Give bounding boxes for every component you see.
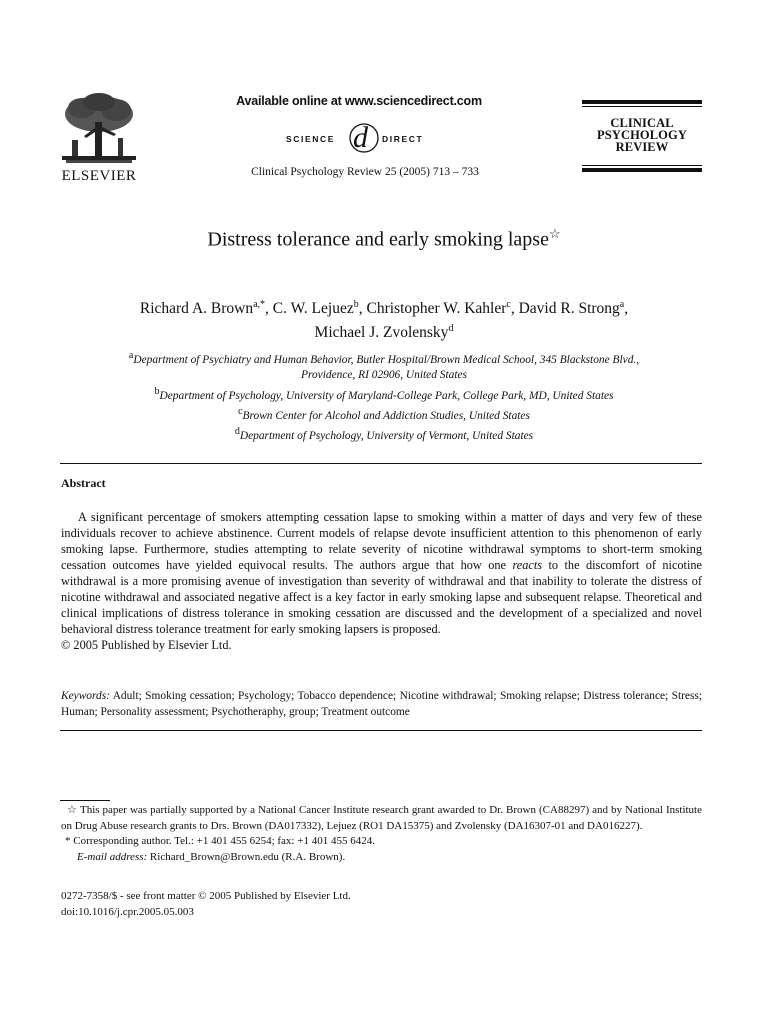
footnote-star-icon: ☆ xyxy=(67,804,78,816)
available-online-text: Available online at www.sciencedirect.com xyxy=(236,94,482,108)
abstract-text-part: A significant percentage of smokers attempting cessation lapse to smoking within a matter of days and very few of these individuals recover to achieve abstinence. Current models of relapse devote insufficient attention to this phenomenon of early smoking lapse. Furthermore, studies attempting to relate severity of nicotine withdrawal symptoms to short-term smoking cessation outcomes have yielded equivocal results. The authors argue that how one xyxy=(61,510,702,572)
abstract-body xyxy=(61,509,702,653)
author-name[interactable]: David R. Strong xyxy=(518,300,620,318)
affiliation-line xyxy=(40,404,728,424)
author-affiliation-mark: a,* xyxy=(253,299,266,310)
journal-logo-line: CLINICAL xyxy=(610,116,674,130)
author-separator: , xyxy=(510,300,519,318)
affiliation-line xyxy=(40,368,728,384)
abstract-top-rule xyxy=(60,463,702,464)
author-separator: , xyxy=(265,300,273,318)
publisher-name: ELSEVIER xyxy=(61,168,137,184)
journal-logo xyxy=(582,100,702,172)
keywords xyxy=(61,688,702,720)
journal-logo-bottom-rule-thin xyxy=(582,165,702,166)
author-line xyxy=(40,295,728,319)
author-list xyxy=(40,295,728,343)
author-line xyxy=(40,319,728,343)
affiliations xyxy=(40,348,728,445)
journal-logo-line: PSYCHOLOGY xyxy=(597,128,687,142)
affiliation-text: Brown Center for Alcohol and Addiction Studies, United States xyxy=(242,409,530,422)
abstract-heading: Abstract xyxy=(61,476,106,490)
keywords-list: Adult; Smoking cessation; Psychology; Tobacco dependence; Nicotine withdrawal; Smoking relapse; Distress tolerance; Stress; Human; Personality assessment; Psychotheraphy, group; Treatment outcome xyxy=(61,690,702,718)
sciencedirect-right-word: DIRECT xyxy=(382,134,424,144)
author-separator: , xyxy=(358,300,367,318)
author-affiliation-mark: a xyxy=(619,299,625,310)
sciencedirect-left-word: SCIENCE xyxy=(286,134,335,144)
author-name[interactable]: Richard A. Brown xyxy=(139,300,254,318)
article-title-text: Distress tolerance and early smoking lapse xyxy=(207,228,549,251)
funding-text: This paper was partially supported by a National Cancer Institute research grant awarded to Dr. Brown (CA88297) and by National Institute on Drug Abuse research grants to Drs. Brown (DA017332), Lejuez (RO1 DA15375) and Zvolensky (DA16307-01 and DA016227). xyxy=(61,804,702,832)
abstract-bottom-rule xyxy=(60,730,702,731)
journal-logo-top-rule xyxy=(582,100,702,104)
affiliation-mark: b xyxy=(154,385,160,397)
elsevier-tree-icon xyxy=(58,92,140,168)
author-separator: , xyxy=(624,300,629,318)
issn-line: 0272-7358/$ - see front matter © 2005 Published by Elsevier Ltd. xyxy=(61,890,351,902)
journal-logo-top-rule-thin xyxy=(582,106,702,107)
footnote-rule xyxy=(60,800,110,801)
affiliation-line xyxy=(40,384,728,404)
svg-text:d: d xyxy=(353,121,368,154)
affiliation-mark: c xyxy=(238,406,243,418)
journal-logo-title xyxy=(582,117,702,153)
affiliation-line xyxy=(40,424,728,444)
abstract-copyright: © 2005 Published by Elsevier Ltd. xyxy=(61,638,232,652)
affiliation-text: Department of Psychology, University of Maryland-College Park, College Park, MD, United States xyxy=(159,389,614,402)
footnotes xyxy=(61,803,702,865)
affiliation-mark: d xyxy=(234,426,240,438)
author-name[interactable]: Michael J. Zvolensky xyxy=(314,324,449,342)
funding-footnote xyxy=(61,803,702,834)
author-affiliation-mark: c xyxy=(506,299,511,310)
title-footnote-mark[interactable]: ☆ xyxy=(548,226,561,241)
keywords-label: Keywords: xyxy=(61,690,110,702)
affiliation-text: Providence, RI 02906, United States xyxy=(301,369,467,382)
doi-line[interactable]: doi:10.1016/j.cpr.2005.05.003 xyxy=(61,905,194,918)
affiliation-line xyxy=(40,348,728,368)
corresponding-author-note: * Corresponding author. Tel.: +1 401 455 6254; fax: +1 401 455 6424. xyxy=(65,835,375,847)
author-affiliation-mark: d xyxy=(448,323,454,335)
journal-logo-line: REVIEW xyxy=(615,140,669,154)
abstract-emphasis: reacts xyxy=(512,558,543,572)
journal-logo-bottom-rule xyxy=(582,168,702,172)
article-title xyxy=(40,226,728,252)
journal-citation: Clinical Psychology Review 25 (2005) 713 – 733 xyxy=(251,166,479,178)
affiliation-mark: a xyxy=(128,350,134,361)
abstract-text-part: to the discomfort of nicotine withdrawal is a more promising avenue of investigation than severity of withdrawal and that inability to tolerate the distress of nicotine withdrawal and associated negative affect is a key factor in early smoking lapse and subsequent relapse. Theoretical and clinical implications of distress tolerance in smoking cessation are discussed and the development of a specialized and novel behavioral distress tolerance treatment for early smoking lapsers is proposed. xyxy=(61,558,702,636)
publisher-logo xyxy=(56,92,142,185)
email-label: E-mail address: xyxy=(77,850,148,863)
author-name[interactable]: Christopher W. Kahler xyxy=(366,300,507,318)
sciencedirect-logo-icon xyxy=(282,118,448,156)
affiliation-text: Department of Psychiatry and Human Behavior, Butler Hospital/Brown Medical School, 345 Blackstone Blvd., xyxy=(133,353,640,366)
email-address[interactable]: Richard_Brown@Brown.edu (R.A. Brown). xyxy=(149,850,346,863)
affiliation-text: Department of Psychology, University of Vermont, United States xyxy=(239,430,534,443)
author-affiliation-mark: b xyxy=(353,299,359,310)
author-name[interactable]: C. W. Lejuez xyxy=(272,300,354,318)
abstract-paragraph xyxy=(61,509,702,637)
email-note xyxy=(61,850,702,866)
publication-info xyxy=(61,889,351,920)
